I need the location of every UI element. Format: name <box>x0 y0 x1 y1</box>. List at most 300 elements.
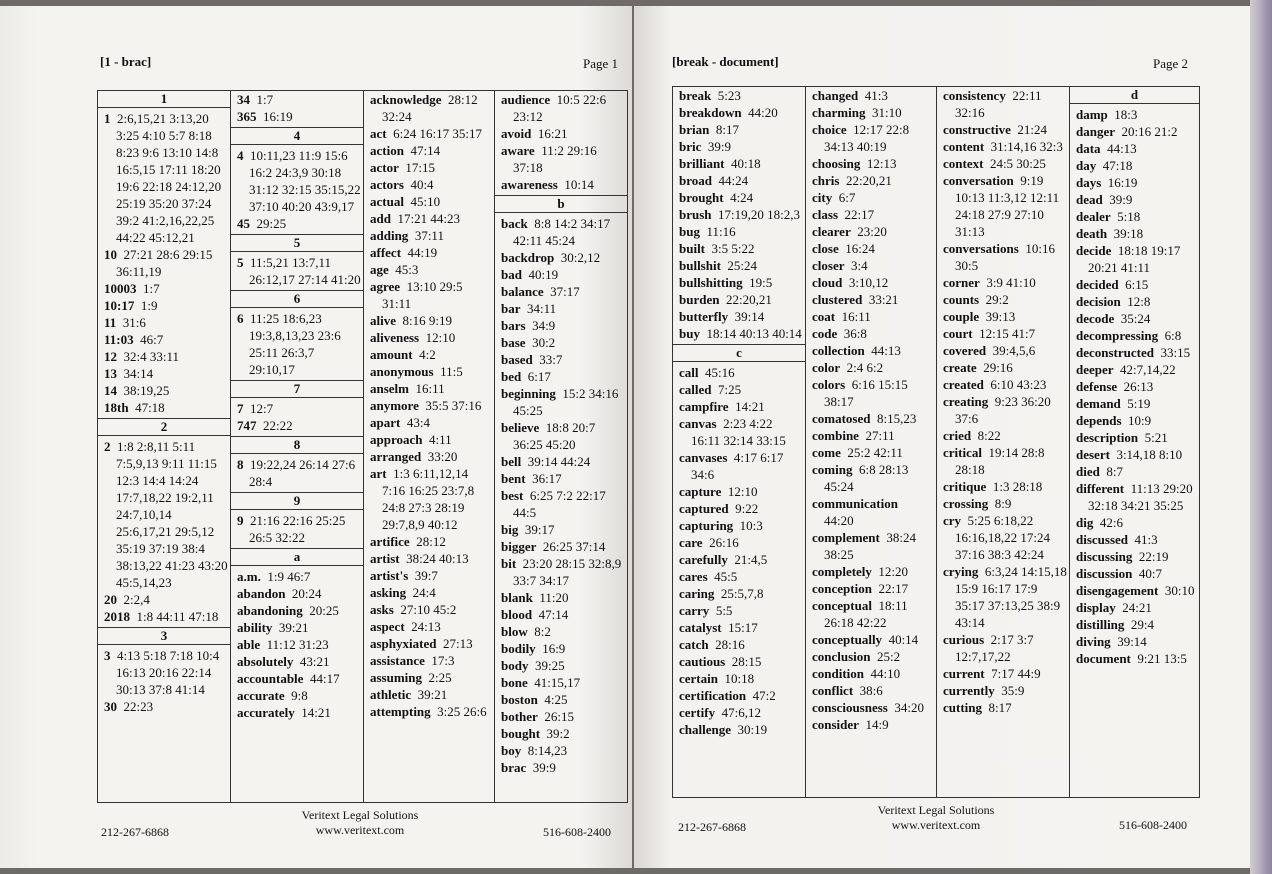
index-entry <box>806 410 936 427</box>
index-term: 7 <box>237 401 244 416</box>
index-term: capture <box>679 484 722 499</box>
index-entry <box>495 555 627 589</box>
index-entry <box>806 716 936 733</box>
index-term: critical <box>943 445 982 460</box>
index-term: creating <box>943 394 989 409</box>
index-entry <box>495 538 627 555</box>
page-line-references: 44:13 <box>871 343 901 358</box>
index-entry <box>98 399 230 416</box>
index-entry <box>673 206 805 223</box>
page-line-references: 15:17 <box>728 620 758 635</box>
index-entry <box>806 648 936 665</box>
page-line-references: 39:14 <box>734 309 765 324</box>
index-entry <box>495 725 627 742</box>
page-line-references: 16:19 <box>263 109 293 124</box>
index-term: buy <box>679 326 700 341</box>
index-term: 30 <box>104 699 117 714</box>
page-line-references: 8:9 <box>994 496 1012 511</box>
page-line-references: 14:9 <box>865 717 889 732</box>
index-entry <box>673 534 805 551</box>
page-line-references: 10:14 <box>564 177 594 192</box>
index-entry <box>673 104 805 121</box>
index-entry <box>806 631 936 648</box>
index-term: bigger <box>501 539 537 554</box>
page-line-references: 42:7,14,22 <box>1120 362 1176 377</box>
index-entry <box>98 647 230 698</box>
page-line-references: 16:11 <box>841 309 871 324</box>
index-term: abandoning <box>237 603 303 618</box>
index-entry <box>231 653 363 670</box>
section-letter-heading: 1 <box>98 91 230 108</box>
index-term: decide <box>1076 243 1112 258</box>
index-entry <box>98 365 230 382</box>
book-edge <box>1250 0 1272 874</box>
index-entry <box>937 563 1069 631</box>
page-line-references: 23:20 28:15 32:8,9 33:7 34:17 <box>513 556 622 588</box>
index-entry <box>673 602 805 619</box>
index-term: 34 <box>237 92 250 107</box>
index-term: brilliant <box>679 156 725 171</box>
page-line-references: 11:25 18:6,23 19:3,8,13,23 23:6 25:11 26:3,7 29:10,17 <box>249 311 341 377</box>
page-line-references: 9:8 <box>291 688 308 703</box>
page-line-references: 7:17 44:9 <box>991 666 1041 681</box>
index-entry <box>673 308 805 325</box>
index-entry <box>806 325 936 342</box>
page-line-references: 10:18 <box>724 671 755 686</box>
index-term: conception <box>812 581 872 596</box>
index-term: canvas <box>679 416 717 431</box>
page-line-references: 25:24 <box>727 258 758 273</box>
index-term: art <box>370 466 387 481</box>
left-footer-company <box>280 808 440 838</box>
index-entry <box>231 585 363 602</box>
index-term: burden <box>679 292 720 307</box>
index-term: decode <box>1076 311 1115 326</box>
index-entry <box>231 687 363 704</box>
page-line-references: 4:13 5:18 7:18 10:4 16:13 20:16 22:14 30:13 37:8 41:14 <box>116 648 220 697</box>
index-entry <box>1070 514 1199 531</box>
page-line-references: 29:25 <box>256 216 287 231</box>
page-line-references: 15:2 34:16 45:25 <box>513 386 619 418</box>
index-term: critique <box>943 479 987 494</box>
index-entry <box>364 550 494 567</box>
index-term: abandon <box>237 586 286 601</box>
page-line-references: 8:7 <box>1106 464 1123 479</box>
page-line-references: 5:5 <box>715 603 733 618</box>
index-term: cares <box>679 569 708 584</box>
index-entry <box>806 155 936 172</box>
index-term: break <box>679 88 712 103</box>
index-entry <box>231 704 363 721</box>
page-line-references: 40:4 <box>410 177 434 192</box>
index-entry <box>495 334 627 351</box>
page-line-references: 28:16 <box>715 637 745 652</box>
page-line-references: 39:21 <box>417 687 448 702</box>
index-term: action <box>370 143 404 158</box>
index-term: based <box>501 352 533 367</box>
page-line-references: 2:23 4:22 16:11 32:14 33:15 <box>691 416 786 448</box>
index-entry <box>495 351 627 368</box>
page-line-references: 4:11 <box>429 432 452 447</box>
index-term: condition <box>812 666 865 681</box>
right-page-number: Page 2 <box>1153 56 1189 71</box>
index-term: captured <box>679 501 729 516</box>
index-entry <box>673 449 805 483</box>
index-term: charming <box>812 105 866 120</box>
index-term: 14 <box>104 383 117 398</box>
index-entry <box>1070 310 1199 327</box>
index-term: balance <box>501 284 544 299</box>
index-entry <box>1070 208 1199 225</box>
index-term: body <box>501 658 529 673</box>
index-entry <box>937 427 1069 444</box>
page-line-references: 11:5,21 13:7,11 26:12,17 27:14 41:20 <box>249 255 361 287</box>
page-line-references: 16:11 <box>415 381 445 396</box>
index-entry <box>364 125 494 142</box>
index-entry <box>495 317 627 334</box>
index-entry <box>937 359 1069 376</box>
index-term: adding <box>370 228 409 243</box>
index-term: artist's <box>370 568 409 583</box>
index-term: created <box>943 377 984 392</box>
index-entry <box>937 393 1069 427</box>
page-line-references: 39:14 44:24 <box>527 454 591 469</box>
page-line-references: 9:23 36:20 37:6 <box>955 394 1051 426</box>
index-term: couple <box>943 309 980 324</box>
page-line-references: 1:3 6:11,12,14 7:16 16:25 23:7,8 24:8 27:3 28:19 29:7,8,9 40:12 <box>382 466 475 532</box>
index-term: crossing <box>943 496 989 511</box>
index-term: 9 <box>237 513 244 528</box>
page-line-references: 20:24 <box>291 586 322 601</box>
index-term: content <box>943 139 985 154</box>
page-line-references: 16:9 <box>542 641 566 656</box>
page-line-references: 4:17 6:17 34:6 <box>691 450 784 482</box>
page-line-references: 30:2 <box>532 335 556 350</box>
index-term: audience <box>501 92 551 107</box>
index-entry <box>1070 582 1199 599</box>
index-term: currently <box>943 683 995 698</box>
index-entry <box>364 686 494 703</box>
index-entry <box>1070 395 1199 412</box>
page-line-references: 40:18 <box>731 156 761 171</box>
section-letter-heading: 2 <box>98 418 230 436</box>
page-line-references: 22:11 32:16 <box>955 88 1042 120</box>
index-entry <box>673 138 805 155</box>
index-term: consider <box>812 717 859 732</box>
index-term: comatosed <box>812 411 871 426</box>
page-line-references: 16:21 <box>537 126 568 141</box>
index-entry <box>806 699 936 716</box>
index-entry <box>1070 140 1199 157</box>
index-term: actor <box>370 160 399 175</box>
page-line-references: 5:23 <box>717 88 741 103</box>
page-line-references: 25:5,7,8 <box>720 586 764 601</box>
index-entry <box>495 91 627 125</box>
index-term: conflict <box>812 683 854 698</box>
index-term: 13 <box>104 366 117 381</box>
index-term: anselm <box>370 381 409 396</box>
page-line-references: 8:17 <box>988 700 1012 715</box>
index-entry <box>806 291 936 308</box>
index-term: bit <box>501 556 517 571</box>
page-line-references: 6:8 28:13 45:24 <box>824 462 909 494</box>
page-line-references: 33:15 <box>1160 345 1191 360</box>
page-line-references: 41:15,17 <box>534 675 581 690</box>
index-entry <box>673 653 805 670</box>
index-entry <box>673 568 805 585</box>
index-term: capturing <box>679 518 734 533</box>
index-term: blank <box>501 590 533 605</box>
page-line-references: 6:8 <box>1164 328 1182 343</box>
index-term: acknowledge <box>370 92 442 107</box>
index-term: aware <box>501 143 535 158</box>
index-column <box>673 87 806 797</box>
index-term: clustered <box>812 292 863 307</box>
index-term: coming <box>812 462 853 477</box>
index-term: 20 <box>104 592 117 607</box>
page-line-references: 22:17 <box>844 207 875 222</box>
page-line-references: 47:6,12 <box>721 705 761 720</box>
index-term: caring <box>679 586 715 601</box>
index-entry <box>1070 344 1199 361</box>
page-line-references: 20:25 <box>309 603 339 618</box>
page-line-references: 1:8 2:8,11 5:11 7:5,9,13 9:11 11:15 12:3 14:4 14:24 17:7,18,22 19:2,11 24:7,10,14 25:6,17,21 29:5,12 35:19 37:19 38:4 38:13,22 41:23 43:20 45:5,14,23 <box>116 439 228 590</box>
index-term: display <box>1076 600 1116 615</box>
page-line-references: 24:13 <box>411 619 441 634</box>
index-entry <box>364 261 494 278</box>
index-entry <box>937 342 1069 359</box>
page-line-references: 35:9 <box>1001 683 1025 698</box>
page-line-references: 11:12 31:23 <box>266 637 329 652</box>
index-term: cry <box>943 513 962 528</box>
page-line-references: 44:20 <box>748 105 778 120</box>
index-entry <box>937 495 1069 512</box>
index-entry <box>364 142 494 159</box>
page-line-references: 14:21 <box>301 705 331 720</box>
index-entry <box>673 398 805 415</box>
index-entry <box>364 244 494 261</box>
page-line-references: 16:19 <box>1107 175 1138 190</box>
page-line-references: 29:2 <box>985 292 1009 307</box>
index-term: blow <box>501 624 528 639</box>
index-entry <box>495 125 627 142</box>
page-line-references: 11:13 29:20 32:18 34:21 35:25 <box>1088 481 1193 513</box>
page-line-references: 47:14 <box>538 607 569 622</box>
page-line-references: 31:6 <box>122 315 146 330</box>
index-term: bullshitting <box>679 275 743 290</box>
section-letter-heading: 9 <box>231 492 363 510</box>
index-term: 747 <box>237 418 257 433</box>
index-term: athletic <box>370 687 412 702</box>
page-line-references: 28:15 <box>731 654 762 669</box>
index-entry <box>98 246 230 280</box>
index-term: completely <box>812 564 872 579</box>
index-entry <box>673 585 805 602</box>
page-line-references: 6:7 <box>838 190 856 205</box>
index-entry <box>98 698 230 715</box>
page-line-references: 13:10 29:5 31:11 <box>382 279 463 311</box>
index-term: asks <box>370 602 394 617</box>
index-term: curious <box>943 632 985 647</box>
page-line-references: 1:9 <box>140 298 158 313</box>
index-term: backdrop <box>501 250 555 265</box>
index-term: 365 <box>237 109 257 124</box>
index-entry <box>806 444 936 461</box>
index-entry <box>231 568 363 585</box>
index-term: constructive <box>943 122 1011 137</box>
index-entry <box>364 397 494 414</box>
page-line-references: 3:25 26:6 <box>437 704 487 719</box>
index-entry <box>673 381 805 398</box>
page-line-references: 29:16 <box>983 360 1013 375</box>
index-entry <box>673 240 805 257</box>
index-entry <box>364 210 494 227</box>
index-entry <box>1070 616 1199 633</box>
index-entry <box>937 274 1069 291</box>
page-line-references: 11:5 <box>440 364 463 379</box>
index-term: care <box>679 535 703 550</box>
index-term: assistance <box>370 653 425 668</box>
page-line-references: 11:16 <box>706 224 736 239</box>
index-term: demand <box>1076 396 1121 411</box>
index-entry <box>806 87 936 104</box>
index-term: distilling <box>1076 617 1125 632</box>
index-entry <box>937 308 1069 325</box>
index-term: 10003 <box>104 281 137 296</box>
index-entry <box>231 254 363 288</box>
page-line-references: 18:18 19:17 20:21 41:11 <box>1088 243 1181 275</box>
index-term: certain <box>679 671 718 686</box>
index-entry <box>364 159 494 176</box>
index-entry <box>231 108 363 125</box>
index-entry <box>673 500 805 517</box>
index-entry <box>673 223 805 240</box>
index-entry <box>806 665 936 682</box>
index-term: depends <box>1076 413 1122 428</box>
page-line-references: 2:2,4 <box>123 592 150 607</box>
index-term: accurately <box>237 705 295 720</box>
index-entry <box>806 206 936 223</box>
page-line-references: 12:13 <box>866 156 897 171</box>
page-line-references: 4:24 <box>730 190 754 205</box>
page-line-references: 40:14 <box>888 632 919 647</box>
index-term: aspect <box>370 619 405 634</box>
index-term: 18th <box>104 400 129 415</box>
index-entry <box>364 414 494 431</box>
page-line-references: 41:3 <box>864 88 888 103</box>
page-line-references: 45:3 <box>395 262 419 277</box>
index-term: catch <box>679 637 709 652</box>
index-entry <box>495 708 627 725</box>
index-term: 4 <box>237 148 244 163</box>
index-term: carefully <box>679 552 728 567</box>
index-entry <box>495 657 627 674</box>
page-line-references: 21:4,5 <box>734 552 768 567</box>
index-entry <box>1070 157 1199 174</box>
page-line-references: 44:19 <box>407 245 438 260</box>
page-line-references: 8:15,23 <box>877 411 917 426</box>
index-entry <box>1070 599 1199 616</box>
index-term: awareness <box>501 177 558 192</box>
index-entry <box>806 172 936 189</box>
index-term: bought <box>501 726 541 741</box>
index-entry <box>673 121 805 138</box>
index-entry <box>937 138 1069 155</box>
page-line-references: 44:20 <box>824 513 854 528</box>
page-line-references: 30:2,12 <box>560 250 601 265</box>
index-term: butterfly <box>679 309 729 324</box>
page-line-references: 10:3 <box>739 518 763 533</box>
section-letter-heading: 3 <box>98 627 230 645</box>
index-entry <box>364 431 494 448</box>
page-line-references: 17:19,20 18:2,3 <box>718 207 801 222</box>
index-term: aliveness <box>370 330 420 345</box>
index-term: challenge <box>679 722 731 737</box>
right-header-range: [break - document] <box>672 54 779 69</box>
index-term: create <box>943 360 977 375</box>
page-line-references: 39:9 <box>707 139 732 154</box>
index-entry <box>364 567 494 584</box>
page-line-references: 12:15 41:7 <box>979 326 1036 341</box>
index-entry <box>806 342 936 359</box>
page-line-references: 39:2 <box>546 726 570 741</box>
page-line-references: 6:3,24 14:15,18 15:9 16:17 17:9 35:17 37:13,25 38:9 43:14 <box>955 564 1067 630</box>
index-entry <box>806 359 936 376</box>
index-term: act <box>370 126 387 141</box>
index-entry <box>364 635 494 652</box>
index-term: bug <box>679 224 700 239</box>
page-line-references: 30:19 <box>737 722 768 737</box>
index-term: 11 <box>104 315 117 330</box>
index-entry <box>806 563 936 580</box>
section-letter-heading: 6 <box>231 290 363 308</box>
page-line-references: 9:22 <box>735 501 759 516</box>
index-entry <box>98 438 230 591</box>
index-term: bother <box>501 709 538 724</box>
index-term: damp <box>1076 107 1108 122</box>
index-entry <box>937 172 1069 240</box>
page-line-references: 27:13 <box>442 636 473 651</box>
index-entry <box>98 110 230 246</box>
left-header-range: [1 - brac] <box>100 54 152 69</box>
index-term: died <box>1076 464 1100 479</box>
page-line-references: 3:5 5:22 <box>711 241 755 256</box>
page-line-references: 43:4 <box>406 415 430 430</box>
page-line-references: 26:16 <box>709 535 739 550</box>
index-term: collection <box>812 343 865 358</box>
index-column <box>98 91 231 802</box>
page-line-references: 28:12 <box>416 534 446 549</box>
index-entry <box>1070 429 1199 446</box>
page-line-references: 1:7 <box>256 92 274 107</box>
index-entry <box>98 591 230 608</box>
footer-company-name: Veritext Legal Solutions <box>301 808 419 822</box>
page-line-references: 12:17 22:8 34:13 40:19 <box>824 122 910 154</box>
section-letter-heading: b <box>495 195 627 213</box>
footer-company-name: Veritext Legal Solutions <box>877 803 995 817</box>
page-line-references: 45:10 <box>410 194 441 209</box>
page-line-references: 36:17 <box>532 471 562 486</box>
index-term: city <box>812 190 833 205</box>
page-line-references: 11:20 <box>539 590 569 605</box>
index-term: court <box>943 326 973 341</box>
index-entry <box>937 325 1069 342</box>
index-term: cloud <box>812 275 843 290</box>
index-entry <box>1070 276 1199 293</box>
index-term: brush <box>679 207 712 222</box>
page-line-references: 34:9 <box>532 318 556 333</box>
index-entry <box>495 176 627 193</box>
